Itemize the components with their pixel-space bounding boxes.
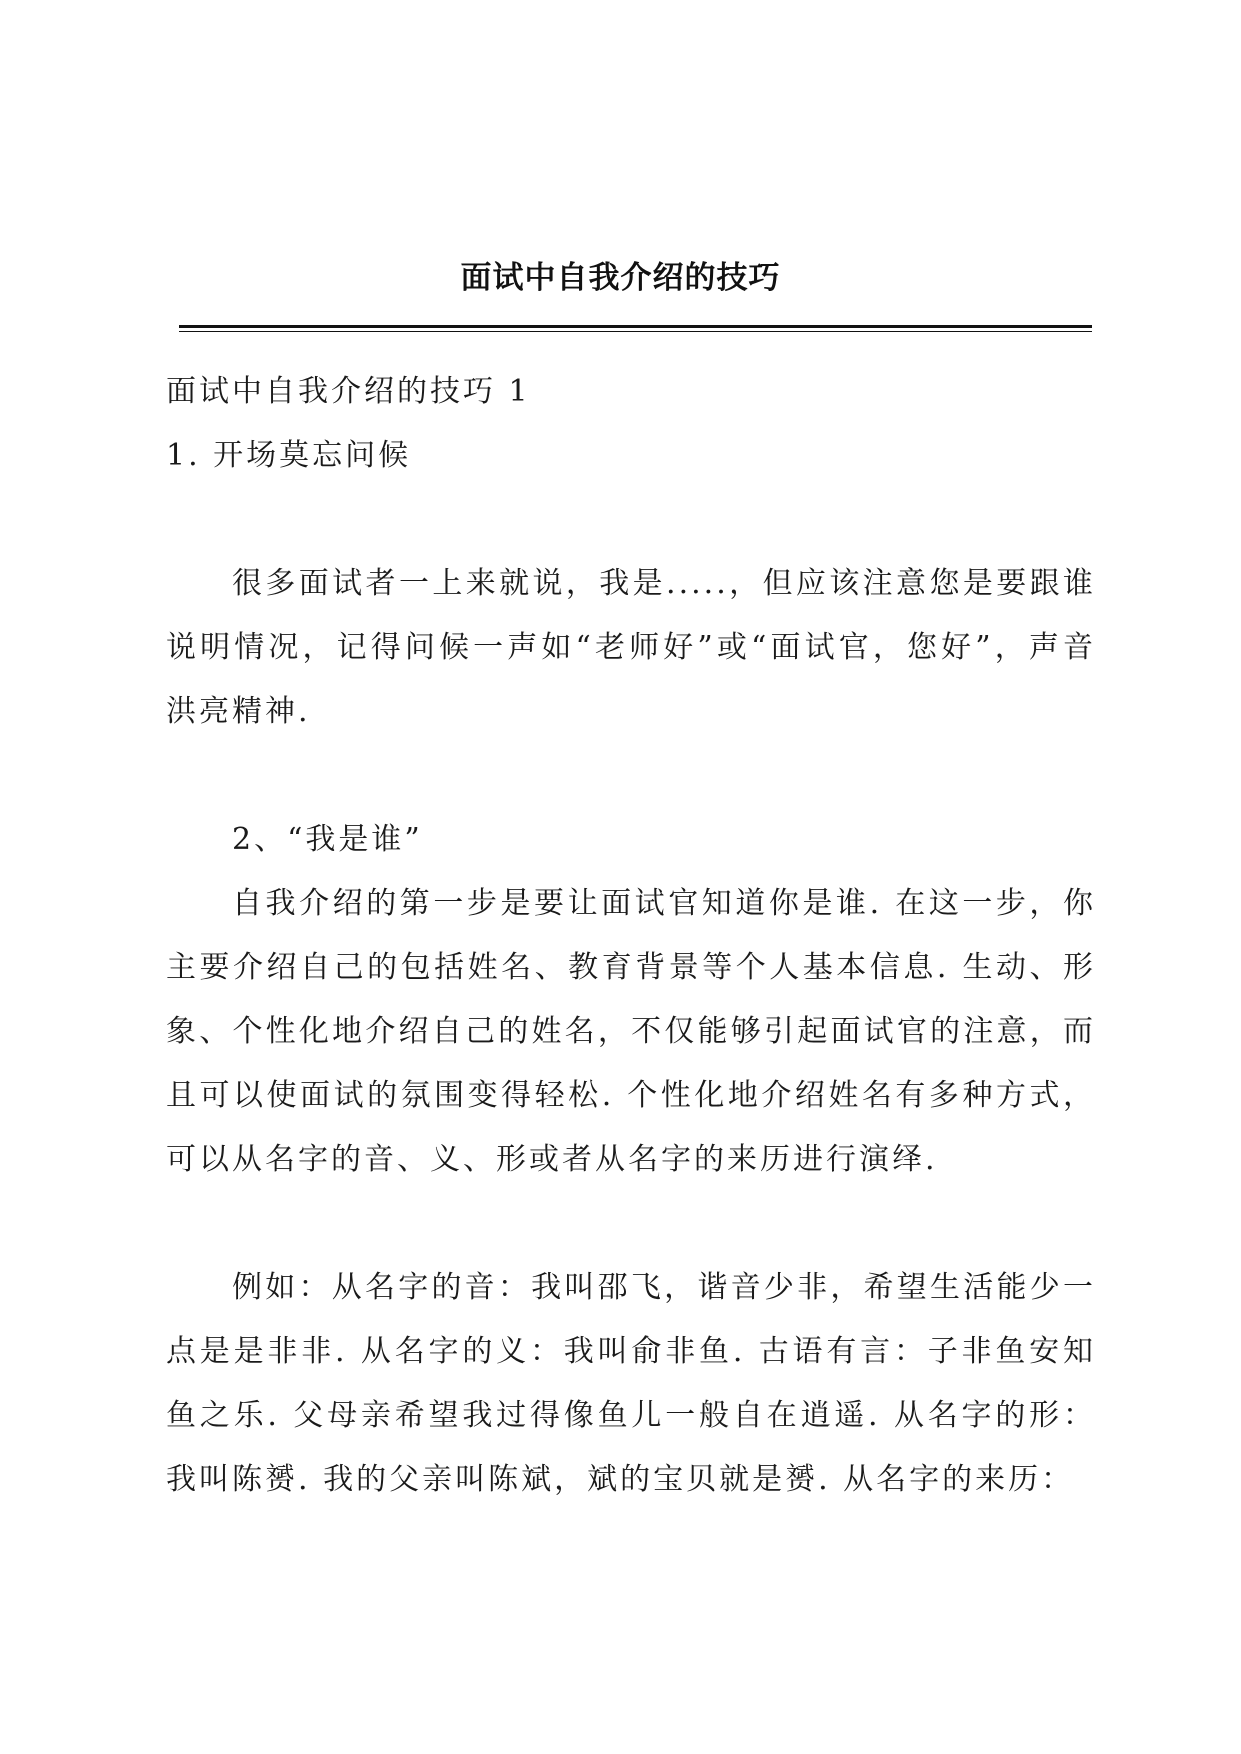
point2-paragraph: 自我介绍的第一步是要让面试官知道你是谁. 在这一步，你主要介绍自己的包括姓名、教育背景等个人基本信息. 生动、形象、个性化地介绍自己的姓名，不仅能够引起面试官的注意，而且可以使面试的氛围变得轻松. 个性化地介绍姓名有多种方式，可以从名字的音、义、形或者从名字的来历进行演绎. [166,886,1096,1177]
point2-heading: 2、“我是谁” [232,822,423,857]
spacer [166,488,1096,552]
document-title: 面试中自我介绍的技巧 [460,260,781,296]
point1-heading: 1. 开场莫忘问候 [166,438,412,473]
spacer [166,1192,1096,1256]
title-rule-thick [179,325,1092,328]
title-rule-thin [179,331,1092,332]
document-body [166,360,1096,1512]
spacer [166,744,1096,808]
point1-paragraph: 很多面试者一上来就说，我是.....，但应该注意您是要跟谁说明情况，记得问候一声如“老师好”或“面试官，您好”，声音洪亮精神. [166,566,1096,729]
section-heading: 面试中自我介绍的技巧 1 [166,374,531,409]
example-paragraph: 例如：从名字的音：我叫邵飞，谐音少非，希望生活能少一点是是非非. 从名字的义：我叫俞非鱼. 古语有言：子非鱼安知鱼之乐. 父母亲希望我过得像鱼儿一般自在逍遥. 从名字的形：我叫陈赟. 我的父亲叫陈斌，斌的宝贝就是赟. 从名字的来历： [166,1270,1096,1497]
